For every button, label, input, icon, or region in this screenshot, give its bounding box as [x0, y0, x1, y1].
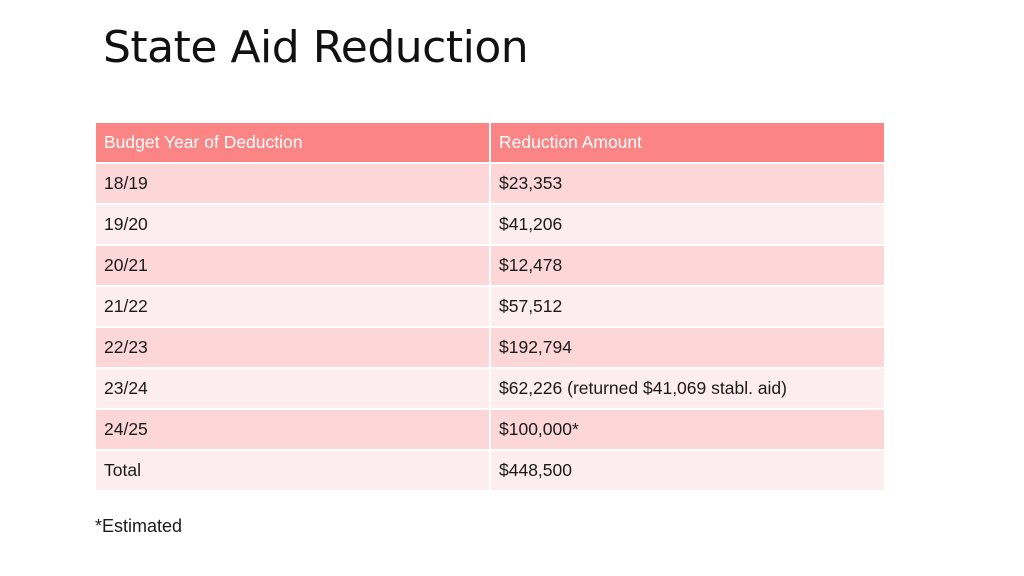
reduction-amount-cell: $41,206 — [489, 205, 884, 246]
budget-year-cell: 20/21 — [96, 246, 489, 287]
budget-year-cell: 19/20 — [96, 205, 489, 246]
table-row — [96, 164, 884, 205]
budget-year-cell: 21/22 — [96, 287, 489, 328]
slide-title: State Aid Reduction — [103, 22, 529, 73]
reduction-amount-cell: $12,478 — [489, 246, 884, 287]
table-row — [96, 246, 884, 287]
table-row — [96, 287, 884, 328]
table-row-total — [96, 451, 884, 492]
table-row — [96, 205, 884, 246]
table-row — [96, 328, 884, 369]
reduction-amount-cell: $100,000* — [489, 410, 884, 451]
budget-year-cell: 23/24 — [96, 369, 489, 410]
table-header-row — [96, 123, 884, 164]
reduction-amount-cell: $23,353 — [489, 164, 884, 205]
budget-year-cell: 24/25 — [96, 410, 489, 451]
header-budget-year: Budget Year of Deduction — [96, 123, 489, 164]
reduction-table — [96, 123, 884, 492]
reduction-amount-cell: $57,512 — [489, 287, 884, 328]
reduction-amount-cell: $62,226 (returned $41,069 stabl. aid) — [489, 369, 884, 410]
header-reduction-amount: Reduction Amount — [489, 123, 884, 164]
total-amount-cell: $448,500 — [489, 451, 884, 492]
table-row — [96, 410, 884, 451]
reduction-amount-cell: $192,794 — [489, 328, 884, 369]
total-label-cell: Total — [96, 451, 489, 492]
budget-year-cell: 22/23 — [96, 328, 489, 369]
budget-year-cell: 18/19 — [96, 164, 489, 205]
footnote: *Estimated — [95, 516, 183, 536]
table-row — [96, 369, 884, 410]
